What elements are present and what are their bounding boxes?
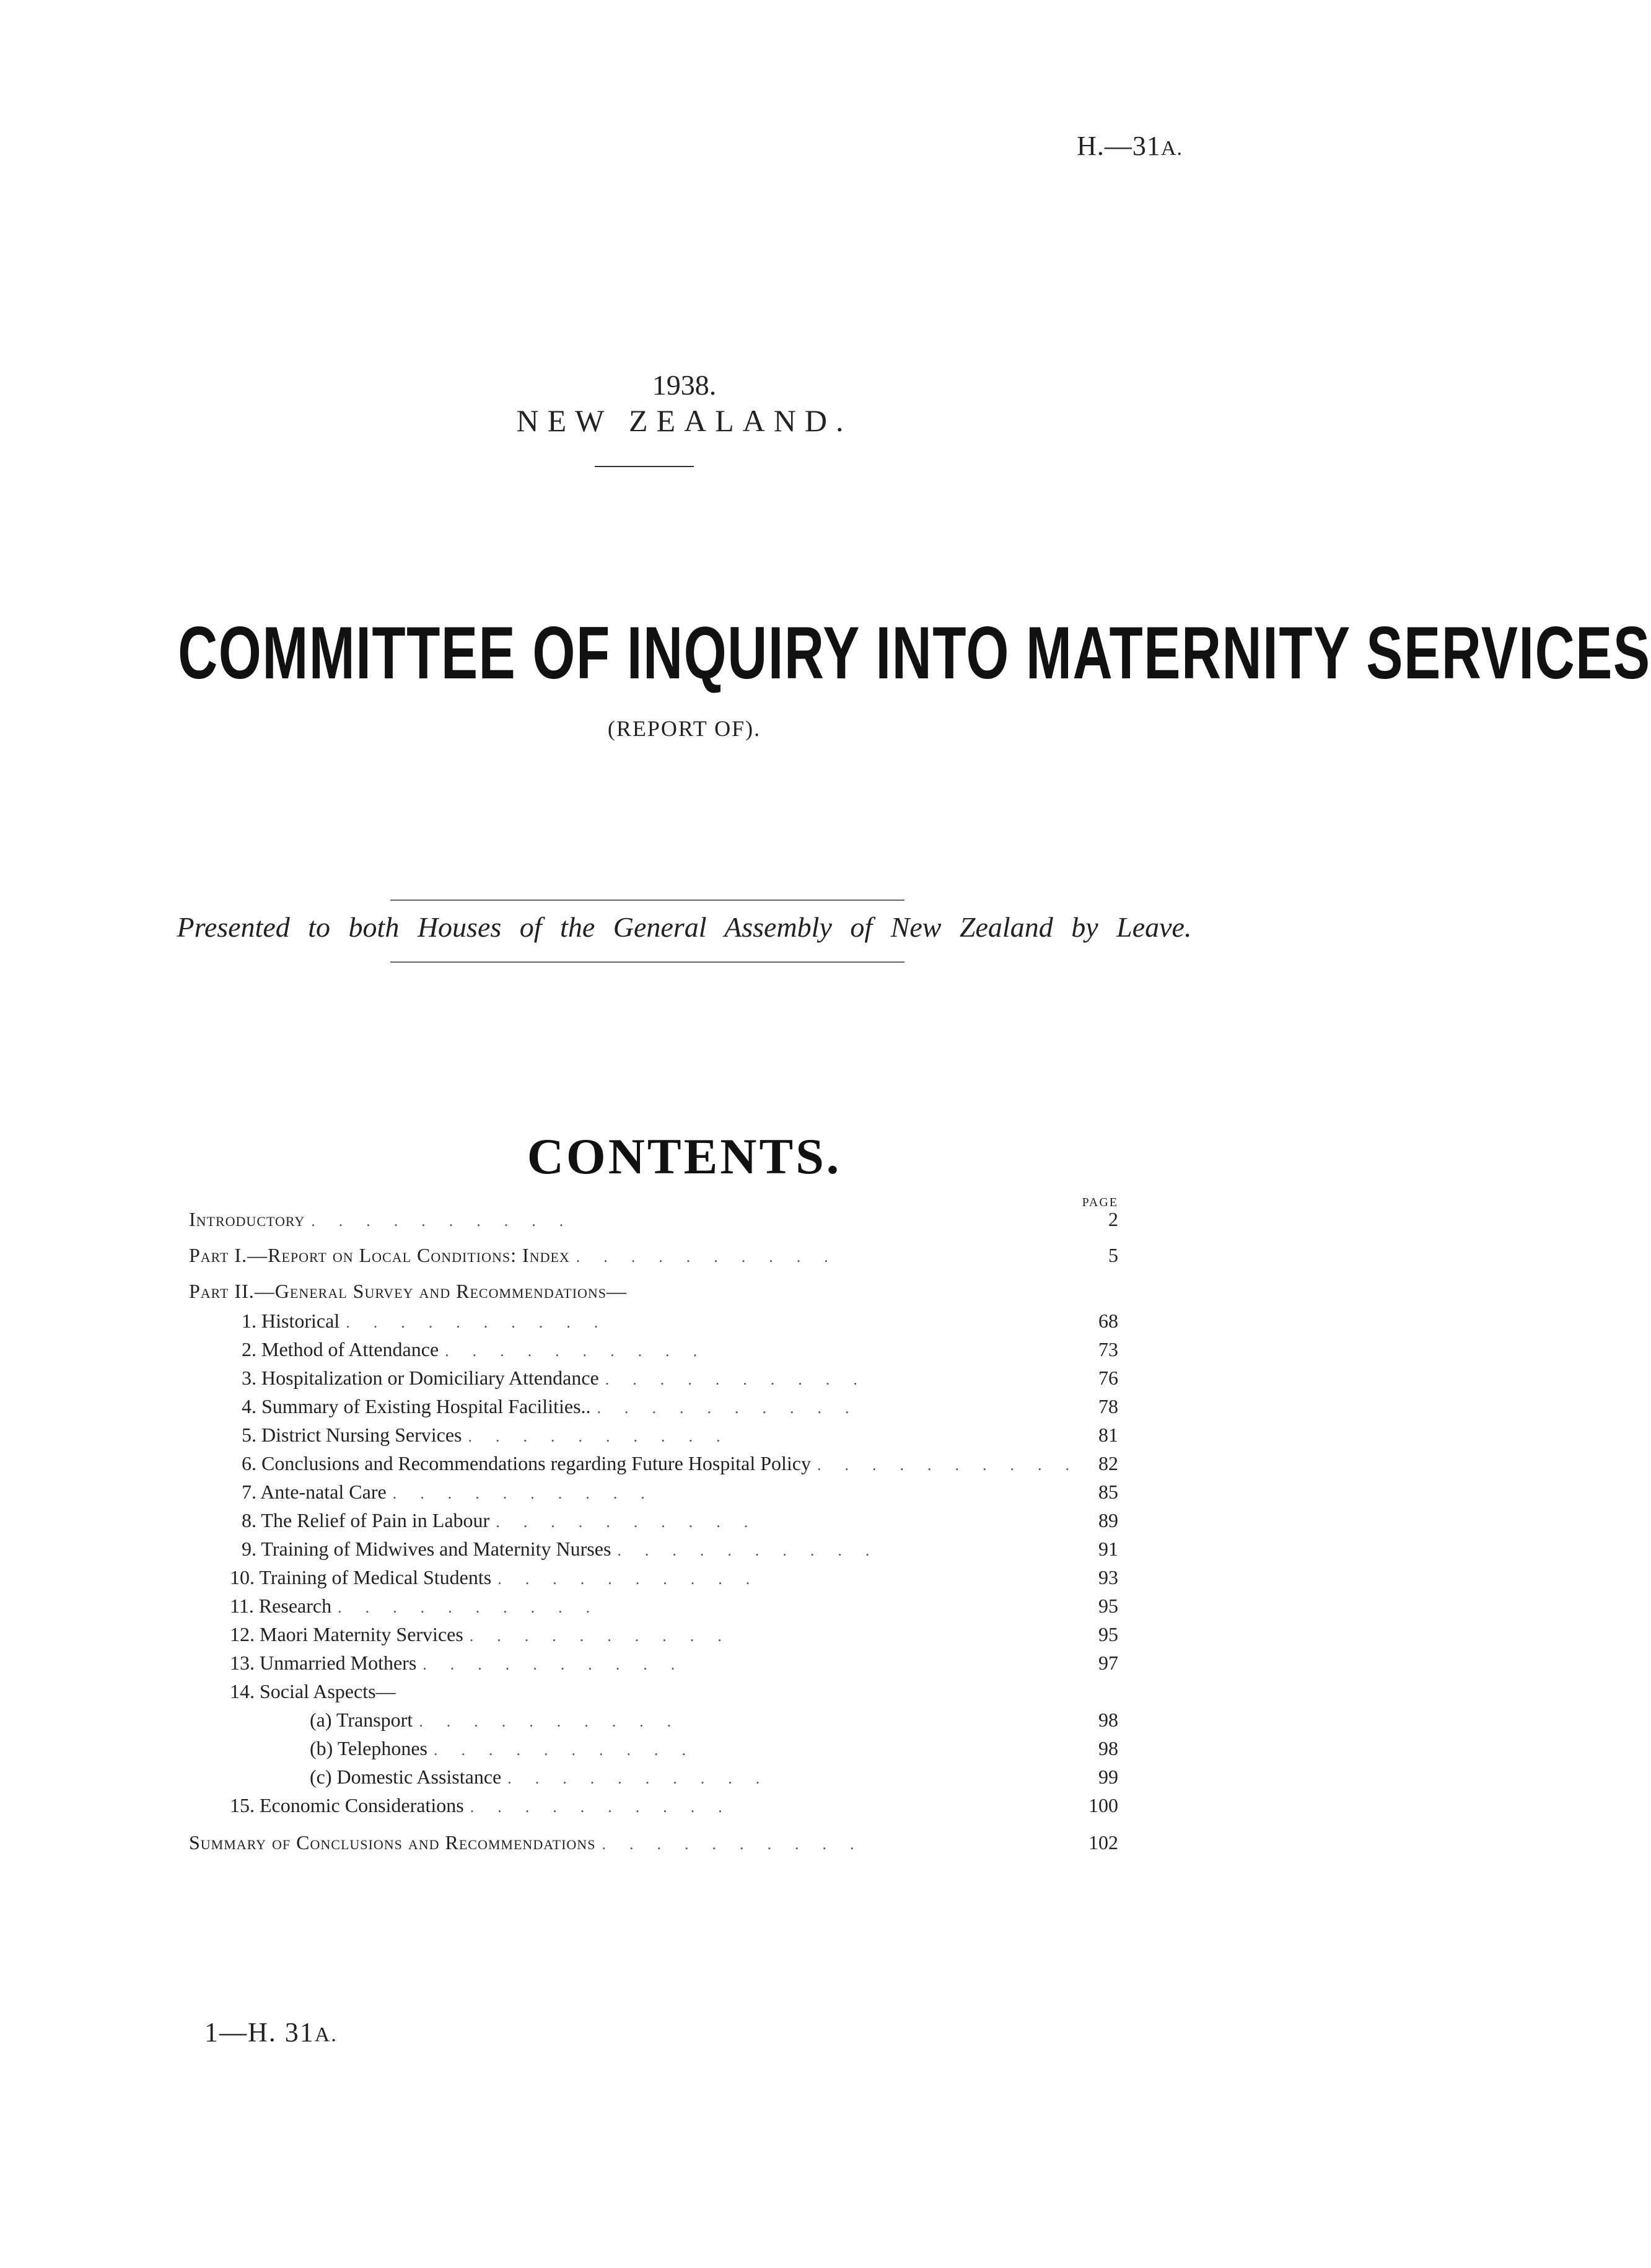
toc-entry: 13. Unmarried Mothers .......... 97 <box>230 1652 1118 1674</box>
toc-entry: 11. Research .......... 95 <box>230 1595 1118 1617</box>
contents-heading: CONTENTS. <box>527 1128 842 1184</box>
page-title: COMMITTEE OF INQUIRY INTO MATERNITY SERVICES <box>178 611 1651 694</box>
toc-entry: (a) Transport .......... 98 <box>310 1709 1118 1731</box>
toc-entry: Part I.—Report on Local Conditions: Index .......... 5 <box>189 1244 1118 1266</box>
page-column-label: PAGE <box>1082 1196 1118 1209</box>
toc-entry: 4. Summary of Existing Hospital Facilities.. .......... 78 <box>242 1395 1118 1417</box>
divider <box>390 900 904 901</box>
toc-entry: Part II.—General Survey and Recommendations— <box>189 1280 1118 1306</box>
divider <box>595 466 694 467</box>
year: 1938. <box>652 369 717 401</box>
toc-entry: 2. Method of Attendance .......... 73 <box>242 1338 1118 1360</box>
signature-mark: 1—H. 31A. <box>204 2017 338 2047</box>
country: NEW ZEALAND. <box>516 403 852 438</box>
divider <box>390 961 904 963</box>
document-reference: H.—31A. <box>1077 131 1183 161</box>
toc-entry: 3. Hospitalization or Domiciliary Attendance .......... 76 <box>242 1367 1118 1389</box>
toc-entry: 10. Training of Medical Students .......... 93 <box>230 1566 1118 1588</box>
presented-line: Presented to both Houses of the General Assembly of New Zealand by Leave. <box>177 911 1192 943</box>
toc-entry: (b) Telephones .......... 98 <box>310 1737 1118 1759</box>
toc-entry: 5. District Nursing Services .......... 81 <box>242 1424 1118 1446</box>
toc-entry: 12. Maori Maternity Services .......... 95 <box>230 1623 1118 1645</box>
toc-entry: 8. The Relief of Pain in Labour .......... 89 <box>242 1509 1118 1531</box>
toc-entry: Introductory .......... 2 <box>189 1208 1118 1230</box>
toc-entry: 14. Social Aspects— <box>230 1680 1118 1706</box>
toc-entry: 1. Historical .......... 68 <box>242 1310 1118 1332</box>
toc-entry: (c) Domestic Assistance .......... 99 <box>310 1766 1118 1788</box>
toc-entry: 9. Training of Midwives and Maternity Nurses .......... 91 <box>242 1538 1118 1560</box>
subtitle: (REPORT OF). <box>607 716 761 741</box>
toc-entry: Summary of Conclusions and Recommendations .......... 102 <box>189 1831 1118 1854</box>
toc-entry: 7. Ante-natal Care .......... 85 <box>242 1481 1118 1503</box>
toc-entry: 15. Economic Considerations .......... 100 <box>230 1794 1118 1816</box>
toc-entry: 6. Conclusions and Recommendations regarding Future Hospital Policy .......... 82 <box>242 1452 1118 1474</box>
